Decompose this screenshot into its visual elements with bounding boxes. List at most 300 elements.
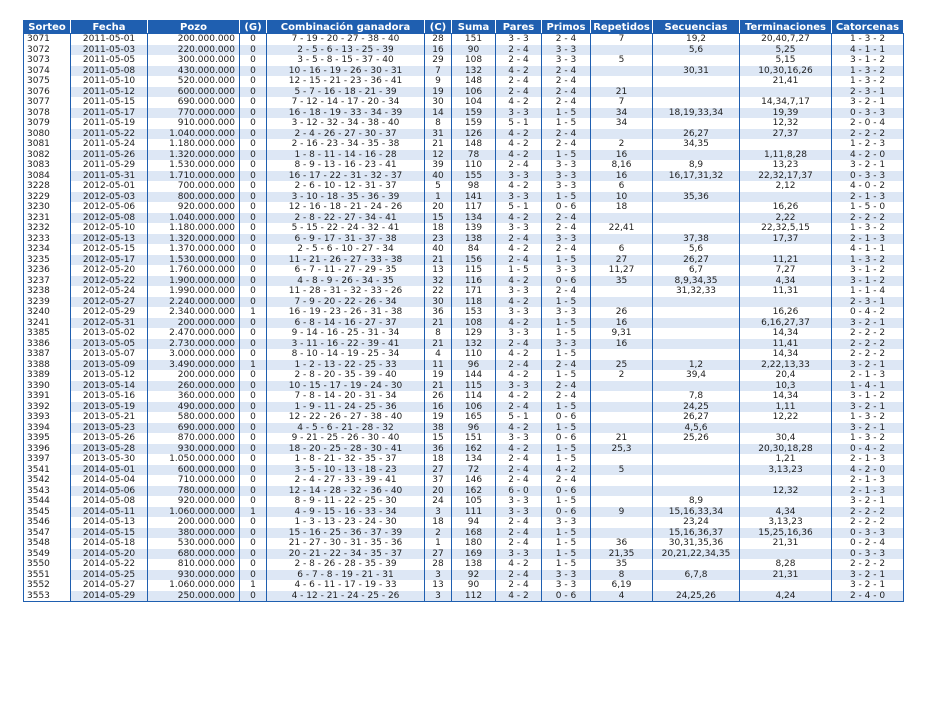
cell-pozo: 1.040.000.000 xyxy=(148,213,240,224)
cell-sorteo: 3390 xyxy=(24,381,71,392)
cell-secuencias: 39,4 xyxy=(653,370,740,381)
cell-terminaciones xyxy=(740,244,832,255)
table-row xyxy=(24,265,904,276)
cell-terminaciones: 12,22 xyxy=(740,412,832,423)
cell-pozo: 930.000.000 xyxy=(148,444,240,455)
cell-fecha: 2014-05-22 xyxy=(71,559,148,570)
cell-suma: 106 xyxy=(452,87,496,98)
cell-c: 37 xyxy=(425,475,452,486)
cell-fecha: 2011-05-15 xyxy=(71,97,148,108)
cell-c: 30 xyxy=(425,97,452,108)
cell-fecha: 2011-05-24 xyxy=(71,139,148,150)
cell-fecha: 2013-05-12 xyxy=(71,370,148,381)
column-header-g[interactable]: (G) xyxy=(240,21,267,34)
cell-terminaciones: 13,23 xyxy=(740,160,832,171)
cell-sorteo: 3389 xyxy=(24,370,71,381)
column-header-secuencias[interactable]: Secuencias xyxy=(653,21,740,34)
cell-pozo: 1.060.000.000 xyxy=(148,507,240,518)
cell-sorteo: 3229 xyxy=(24,192,71,203)
cell-g: 0 xyxy=(240,139,267,150)
cell-fecha: 2013-05-28 xyxy=(71,444,148,455)
cell-pozo: 360.000.000 xyxy=(148,391,240,402)
cell-secuencias xyxy=(653,318,740,329)
cell-pozo: 800.000.000 xyxy=(148,192,240,203)
cell-c: 39 xyxy=(425,160,452,171)
cell-catorcenas: 0 - 4 - 2 xyxy=(832,307,904,318)
cell-pares: 3 - 3 xyxy=(496,507,542,518)
table-row xyxy=(24,171,904,182)
cell-catorcenas: 2 - 3 - 1 xyxy=(832,87,904,98)
cell-terminaciones: 14,34 xyxy=(740,328,832,339)
cell-combinacion: 8 - 9 - 13 - 16 - 23 - 41 xyxy=(267,160,425,171)
cell-c: 3 xyxy=(425,507,452,518)
table-row xyxy=(24,528,904,539)
cell-combinacion: 9 - 21 - 25 - 26 - 30 - 40 xyxy=(267,433,425,444)
column-header-terminaciones[interactable]: Terminaciones xyxy=(740,21,832,34)
cell-pozo: 490.000.000 xyxy=(148,402,240,413)
cell-g: 0 xyxy=(240,391,267,402)
cell-pares: 4 - 2 xyxy=(496,318,542,329)
cell-sorteo: 3072 xyxy=(24,45,71,56)
cell-repetidos: 5 xyxy=(591,55,653,66)
table-row xyxy=(24,591,904,602)
cell-sorteo: 3386 xyxy=(24,339,71,350)
cell-c: 27 xyxy=(425,549,452,560)
cell-combinacion: 5 - 15 - 22 - 24 - 32 - 41 xyxy=(267,223,425,234)
cell-catorcenas: 0 - 4 - 2 xyxy=(832,444,904,455)
cell-secuencias: 6,7,8 xyxy=(653,570,740,581)
cell-secuencias: 30,31,35,36 xyxy=(653,538,740,549)
cell-repetidos: 7 xyxy=(591,97,653,108)
cell-g: 0 xyxy=(240,160,267,171)
table-row xyxy=(24,444,904,455)
cell-repetidos xyxy=(591,454,653,465)
cell-c: 18 xyxy=(425,223,452,234)
table-row xyxy=(24,360,904,371)
cell-pozo: 1.180.000.000 xyxy=(148,223,240,234)
cell-repetidos: 26 xyxy=(591,307,653,318)
cell-primos: 1 - 5 xyxy=(542,496,591,507)
cell-g: 0 xyxy=(240,475,267,486)
cell-suma: 139 xyxy=(452,223,496,234)
cell-catorcenas: 3 - 2 - 1 xyxy=(832,160,904,171)
cell-repetidos xyxy=(591,412,653,423)
cell-fecha: 2011-05-19 xyxy=(71,118,148,129)
cell-suma: 180 xyxy=(452,538,496,549)
cell-secuencias: 7,8 xyxy=(653,391,740,402)
cell-c: 40 xyxy=(425,171,452,182)
cell-secuencias: 5,6 xyxy=(653,45,740,56)
cell-pares: 2 - 4 xyxy=(496,45,542,56)
cell-c: 20 xyxy=(425,202,452,213)
cell-g: 0 xyxy=(240,559,267,570)
cell-pozo: 1.370.000.000 xyxy=(148,244,240,255)
table-row xyxy=(24,34,904,45)
cell-combinacion: 2 - 16 - 23 - 34 - 35 - 38 xyxy=(267,139,425,150)
cell-primos: 1 - 5 xyxy=(542,444,591,455)
cell-g: 0 xyxy=(240,423,267,434)
cell-repetidos: 21,35 xyxy=(591,549,653,560)
cell-primos: 0 - 6 xyxy=(542,507,591,518)
cell-repetidos: 21 xyxy=(591,87,653,98)
cell-pozo: 3.000.000.000 xyxy=(148,349,240,360)
cell-combinacion: 2 - 5 - 6 - 10 - 27 - 34 xyxy=(267,244,425,255)
cell-c: 5 xyxy=(425,181,452,192)
cell-suma: 106 xyxy=(452,402,496,413)
cell-g: 0 xyxy=(240,465,267,476)
cell-fecha: 2011-05-05 xyxy=(71,55,148,66)
cell-sorteo: 3391 xyxy=(24,391,71,402)
table-row xyxy=(24,150,904,161)
cell-repetidos: 2 xyxy=(591,370,653,381)
cell-fecha: 2014-05-25 xyxy=(71,570,148,581)
cell-combinacion: 2 - 4 - 26 - 27 - 30 - 37 xyxy=(267,129,425,140)
cell-pares: 6 - 0 xyxy=(496,486,542,497)
cell-catorcenas: 3 - 2 - 1 xyxy=(832,402,904,413)
cell-g: 0 xyxy=(240,66,267,77)
cell-catorcenas: 2 - 1 - 3 xyxy=(832,486,904,497)
cell-combinacion: 5 - 7 - 16 - 18 - 21 - 39 xyxy=(267,87,425,98)
cell-repetidos xyxy=(591,517,653,528)
table-row xyxy=(24,370,904,381)
cell-c: 16 xyxy=(425,402,452,413)
cell-primos: 3 - 3 xyxy=(542,234,591,245)
table-row xyxy=(24,244,904,255)
cell-repetidos: 10 xyxy=(591,192,653,203)
table-row xyxy=(24,286,904,297)
cell-g: 0 xyxy=(240,223,267,234)
cell-terminaciones xyxy=(740,475,832,486)
cell-pozo: 930.000.000 xyxy=(148,570,240,581)
cell-combinacion: 4 - 8 - 9 - 26 - 34 - 35 xyxy=(267,276,425,287)
table-row xyxy=(24,559,904,570)
cell-catorcenas: 2 - 2 - 2 xyxy=(832,349,904,360)
cell-catorcenas: 2 - 0 - 4 xyxy=(832,118,904,129)
cell-combinacion: 20 - 21 - 22 - 34 - 35 - 37 xyxy=(267,549,425,560)
cell-primos: 2 - 4 xyxy=(542,360,591,371)
cell-terminaciones xyxy=(740,87,832,98)
cell-suma: 115 xyxy=(452,381,496,392)
cell-g: 0 xyxy=(240,265,267,276)
cell-fecha: 2011-05-22 xyxy=(71,129,148,140)
cell-pares: 2 - 4 xyxy=(496,580,542,591)
table-row xyxy=(24,55,904,66)
cell-primos: 3 - 3 xyxy=(542,265,591,276)
cell-primos: 1 - 5 xyxy=(542,318,591,329)
cell-repetidos: 34 xyxy=(591,108,653,119)
cell-combinacion: 6 - 7 - 11 - 27 - 29 - 35 xyxy=(267,265,425,276)
cell-catorcenas: 3 - 2 - 1 xyxy=(832,318,904,329)
cell-suma: 162 xyxy=(452,444,496,455)
cell-pares: 2 - 4 xyxy=(496,255,542,266)
cell-sorteo: 3551 xyxy=(24,570,71,581)
cell-g: 0 xyxy=(240,171,267,182)
table-row xyxy=(24,423,904,434)
cell-repetidos: 34 xyxy=(591,118,653,129)
cell-pares: 2 - 4 xyxy=(496,339,542,350)
cell-pares: 3 - 3 xyxy=(496,34,542,45)
cell-terminaciones: 21,31 xyxy=(740,538,832,549)
cell-suma: 105 xyxy=(452,496,496,507)
column-header-fecha[interactable]: Fecha xyxy=(71,21,148,34)
cell-repetidos xyxy=(591,391,653,402)
cell-terminaciones: 10,3 xyxy=(740,381,832,392)
cell-terminaciones: 17,37 xyxy=(740,234,832,245)
cell-pozo: 260.000.000 xyxy=(148,381,240,392)
cell-terminaciones: 20,4 xyxy=(740,370,832,381)
cell-g: 0 xyxy=(240,202,267,213)
cell-combinacion: 2 - 8 - 20 - 35 - 39 - 40 xyxy=(267,370,425,381)
cell-secuencias xyxy=(653,444,740,455)
cell-secuencias: 15,16,36,37 xyxy=(653,528,740,539)
cell-primos: 1 - 5 xyxy=(542,528,591,539)
cell-terminaciones: 14,34 xyxy=(740,349,832,360)
cell-g: 0 xyxy=(240,412,267,423)
table-row xyxy=(24,118,904,129)
cell-combinacion: 3 - 10 - 18 - 35 - 36 - 39 xyxy=(267,192,425,203)
table-row xyxy=(24,160,904,171)
table-row xyxy=(24,580,904,591)
cell-catorcenas: 1 - 1 - 4 xyxy=(832,286,904,297)
cell-g: 0 xyxy=(240,381,267,392)
cell-pares: 2 - 4 xyxy=(496,454,542,465)
cell-pozo: 3.490.000.000 xyxy=(148,360,240,371)
cell-primos: 1 - 5 xyxy=(542,297,591,308)
table-row xyxy=(24,76,904,87)
cell-terminaciones: 16,26 xyxy=(740,307,832,318)
table-row xyxy=(24,486,904,497)
cell-terminaciones xyxy=(740,496,832,507)
cell-pares: 4 - 2 xyxy=(496,591,542,602)
cell-catorcenas: 2 - 1 - 3 xyxy=(832,454,904,465)
cell-sorteo: 3074 xyxy=(24,66,71,77)
cell-fecha: 2013-05-21 xyxy=(71,412,148,423)
cell-secuencias xyxy=(653,349,740,360)
cell-suma: 148 xyxy=(452,139,496,150)
cell-suma: 108 xyxy=(452,55,496,66)
cell-pares: 3 - 3 xyxy=(496,433,542,444)
column-header-catorcenas[interactable]: Catorcenas xyxy=(832,21,904,34)
cell-fecha: 2014-05-04 xyxy=(71,475,148,486)
cell-secuencias xyxy=(653,97,740,108)
cell-c: 40 xyxy=(425,244,452,255)
cell-catorcenas: 2 - 2 - 2 xyxy=(832,517,904,528)
cell-repetidos: 16 xyxy=(591,339,653,350)
cell-catorcenas: 4 - 2 - 0 xyxy=(832,150,904,161)
cell-secuencias: 20,21,22,34,35 xyxy=(653,549,740,560)
table-row xyxy=(24,307,904,318)
cell-suma: 132 xyxy=(452,339,496,350)
cell-fecha: 2013-05-07 xyxy=(71,349,148,360)
cell-pozo: 2.730.000.000 xyxy=(148,339,240,350)
cell-c: 7 xyxy=(425,66,452,77)
cell-primos: 2 - 4 xyxy=(542,286,591,297)
cell-catorcenas: 2 - 2 - 2 xyxy=(832,129,904,140)
cell-combinacion: 3 - 5 - 8 - 15 - 37 - 40 xyxy=(267,55,425,66)
cell-primos: 3 - 3 xyxy=(542,339,591,350)
cell-pozo: 770.000.000 xyxy=(148,108,240,119)
cell-secuencias: 31,32,33 xyxy=(653,286,740,297)
cell-pares: 2 - 4 xyxy=(496,570,542,581)
cell-secuencias: 35,36 xyxy=(653,192,740,203)
cell-sorteo: 3234 xyxy=(24,244,71,255)
cell-pozo: 1.710.000.000 xyxy=(148,171,240,182)
cell-primos: 4 - 2 xyxy=(542,465,591,476)
cell-pares: 2 - 4 xyxy=(496,517,542,528)
table-row xyxy=(24,538,904,549)
cell-combinacion: 6 - 9 - 17 - 31 - 37 - 38 xyxy=(267,234,425,245)
column-header-pares[interactable]: Pares xyxy=(496,21,542,34)
table-row xyxy=(24,328,904,339)
cell-sorteo: 3397 xyxy=(24,454,71,465)
cell-primos: 1 - 5 xyxy=(542,192,591,203)
cell-combinacion: 8 - 9 - 11 - 22 - 25 - 30 xyxy=(267,496,425,507)
cell-catorcenas: 3 - 1 - 2 xyxy=(832,276,904,287)
cell-sorteo: 3078 xyxy=(24,108,71,119)
cell-g: 0 xyxy=(240,34,267,45)
cell-catorcenas: 2 - 1 - 3 xyxy=(832,192,904,203)
cell-sorteo: 3082 xyxy=(24,150,71,161)
cell-pozo: 300.000.000 xyxy=(148,55,240,66)
cell-repetidos xyxy=(591,475,653,486)
cell-pozo: 690.000.000 xyxy=(148,97,240,108)
header-row xyxy=(24,21,904,34)
cell-pares: 4 - 2 xyxy=(496,276,542,287)
cell-repetidos xyxy=(591,66,653,77)
cell-combinacion: 4 - 9 - 15 - 16 - 33 - 34 xyxy=(267,507,425,518)
cell-primos: 3 - 3 xyxy=(542,517,591,528)
cell-fecha: 2013-05-05 xyxy=(71,339,148,350)
cell-repetidos xyxy=(591,402,653,413)
cell-pares: 4 - 2 xyxy=(496,391,542,402)
column-header-repetidos[interactable]: Repetidos xyxy=(591,21,653,34)
table-row xyxy=(24,223,904,234)
cell-sorteo: 3550 xyxy=(24,559,71,570)
cell-repetidos: 16 xyxy=(591,318,653,329)
cell-pares: 4 - 2 xyxy=(496,181,542,192)
table-row xyxy=(24,433,904,444)
cell-repetidos: 25 xyxy=(591,360,653,371)
cell-sorteo: 3228 xyxy=(24,181,71,192)
column-header-c[interactable]: (C) xyxy=(425,21,452,34)
cell-catorcenas: 1 - 3 - 2 xyxy=(832,433,904,444)
cell-suma: 126 xyxy=(452,129,496,140)
cell-pares: 4 - 2 xyxy=(496,370,542,381)
cell-c: 1 xyxy=(425,192,452,203)
cell-sorteo: 3546 xyxy=(24,517,71,528)
column-header-primos[interactable]: Primos xyxy=(542,21,591,34)
results-table-container xyxy=(23,20,904,602)
cell-fecha: 2012-05-13 xyxy=(71,234,148,245)
cell-sorteo: 3237 xyxy=(24,276,71,287)
cell-combinacion: 7 - 12 - 14 - 17 - 20 - 34 xyxy=(267,97,425,108)
cell-repetidos: 21 xyxy=(591,433,653,444)
column-header-sorteo[interactable]: Sorteo xyxy=(24,21,71,34)
cell-pares: 4 - 2 xyxy=(496,559,542,570)
cell-pares: 2 - 4 xyxy=(496,87,542,98)
cell-repetidos xyxy=(591,129,653,140)
cell-secuencias: 8,9,34,35 xyxy=(653,276,740,287)
cell-terminaciones: 5,15 xyxy=(740,55,832,66)
cell-suma: 132 xyxy=(452,66,496,77)
cell-suma: 148 xyxy=(452,76,496,87)
cell-catorcenas: 3 - 1 - 2 xyxy=(832,265,904,276)
cell-pares: 2 - 4 xyxy=(496,360,542,371)
cell-g: 0 xyxy=(240,108,267,119)
cell-fecha: 2011-05-12 xyxy=(71,87,148,98)
cell-g: 0 xyxy=(240,150,267,161)
cell-combinacion: 8 - 10 - 14 - 19 - 25 - 34 xyxy=(267,349,425,360)
cell-repetidos xyxy=(591,297,653,308)
cell-fecha: 2012-05-20 xyxy=(71,265,148,276)
cell-catorcenas: 1 - 3 - 2 xyxy=(832,223,904,234)
cell-suma: 96 xyxy=(452,423,496,434)
cell-combinacion: 1 - 8 - 21 - 32 - 35 - 37 xyxy=(267,454,425,465)
cell-combinacion: 7 - 8 - 14 - 20 - 31 - 34 xyxy=(267,391,425,402)
cell-sorteo: 3233 xyxy=(24,234,71,245)
table-row xyxy=(24,465,904,476)
cell-pozo: 1.040.000.000 xyxy=(148,129,240,140)
cell-secuencias: 4,5,6 xyxy=(653,423,740,434)
cell-pozo: 200.000.000 xyxy=(148,34,240,45)
cell-pozo: 700.000.000 xyxy=(148,181,240,192)
cell-fecha: 2011-05-26 xyxy=(71,150,148,161)
cell-catorcenas: 3 - 2 - 1 xyxy=(832,496,904,507)
cell-c: 8 xyxy=(425,118,452,129)
cell-suma: 138 xyxy=(452,559,496,570)
cell-pares: 3 - 3 xyxy=(496,381,542,392)
cell-secuencias xyxy=(653,76,740,87)
cell-terminaciones: 2,22,13,33 xyxy=(740,360,832,371)
cell-pozo: 680.000.000 xyxy=(148,549,240,560)
cell-catorcenas: 0 - 3 - 3 xyxy=(832,108,904,119)
cell-terminaciones: 12,32 xyxy=(740,118,832,129)
cell-terminaciones: 11,41 xyxy=(740,339,832,350)
cell-terminaciones xyxy=(740,139,832,150)
cell-g: 0 xyxy=(240,444,267,455)
column-header-suma[interactable]: Suma xyxy=(452,21,496,34)
cell-primos: 2 - 4 xyxy=(542,244,591,255)
cell-repetidos: 2 xyxy=(591,139,653,150)
cell-repetidos: 35 xyxy=(591,559,653,570)
cell-sorteo: 3238 xyxy=(24,286,71,297)
cell-terminaciones: 22,32,17,37 xyxy=(740,171,832,182)
cell-pozo: 220.000.000 xyxy=(148,45,240,56)
cell-secuencias: 26,27 xyxy=(653,129,740,140)
column-header-pozo[interactable]: Pozo xyxy=(148,21,240,34)
cell-c: 22 xyxy=(425,286,452,297)
cell-primos: 3 - 3 xyxy=(542,181,591,192)
cell-suma: 168 xyxy=(452,528,496,539)
cell-catorcenas: 2 - 2 - 2 xyxy=(832,507,904,518)
cell-terminaciones: 1,21 xyxy=(740,454,832,465)
cell-combinacion: 4 - 12 - 21 - 24 - 25 - 26 xyxy=(267,591,425,602)
cell-pozo: 1.050.000.000 xyxy=(148,454,240,465)
cell-primos: 1 - 5 xyxy=(542,118,591,129)
cell-secuencias xyxy=(653,328,740,339)
cell-pares: 1 - 5 xyxy=(496,265,542,276)
cell-pares: 4 - 2 xyxy=(496,213,542,224)
cell-fecha: 2012-05-29 xyxy=(71,307,148,318)
cell-fecha: 2011-05-10 xyxy=(71,76,148,87)
cell-terminaciones: 5,25 xyxy=(740,45,832,56)
cell-catorcenas: 2 - 3 - 1 xyxy=(832,297,904,308)
cell-secuencias: 24,25 xyxy=(653,402,740,413)
cell-suma: 129 xyxy=(452,328,496,339)
cell-pares: 3 - 3 xyxy=(496,223,542,234)
cell-g: 0 xyxy=(240,297,267,308)
column-header-combinacion[interactable]: Combinación ganadora xyxy=(267,21,425,34)
